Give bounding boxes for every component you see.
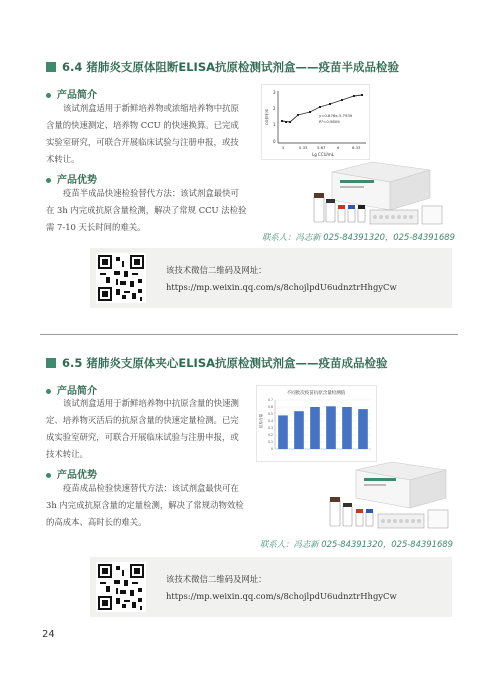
antigen-bar-chart	[257, 386, 376, 461]
y-tick: 0.6	[267, 405, 273, 410]
advantage-heading: 产品优势	[46, 171, 97, 186]
advantage-paragraph: 疫苗半成品快速检验替代方法：该试剂盒最快可 在 3h 内完成抗原含量检测，解决了常规 CCU 法检验 需 7-10 天长时间的难关。	[46, 188, 247, 232]
bullet-icon	[46, 93, 51, 98]
qr-panel	[90, 557, 452, 617]
y-tick: 0.1	[267, 440, 273, 445]
bullet-icon	[46, 389, 51, 394]
bar	[358, 409, 368, 449]
qr-url-link[interactable]: https://mp.weixin.qq.com/s/8chojlpdU6udnztrHhgyCw	[166, 591, 397, 601]
qr-label: 该技术微信二维码及网址：	[166, 574, 267, 584]
qr-caption	[166, 262, 397, 296]
section-divider	[40, 334, 458, 335]
y-tick: 0.7	[267, 398, 273, 403]
qr-label: 该技术微信二维码及网址：	[166, 265, 267, 275]
y-tick: 0.2	[267, 433, 273, 438]
regression-equation: y=0.876x-5.7939	[319, 113, 353, 118]
intro-paragraph: 该试剂盒适用于新鲜培养物或浓缩培养物中抗原 含量的快速测定、培养物 CCU 的快速换算。已完成 实验室研究，可联合开展临床试验与注册申报，或技 术转让。	[46, 103, 239, 164]
qr-code-icon[interactable]	[96, 561, 146, 613]
y-tick: 0.4	[267, 419, 273, 424]
section-title-6-4: 6.4 猪肺炎支原体阻断ELISA抗原检测试剂盒——疫苗半成品检验	[62, 60, 400, 74]
section-marker-icon	[46, 358, 56, 368]
y-tick: 3	[273, 90, 276, 95]
page-number: 24	[42, 629, 55, 640]
bar	[326, 406, 336, 449]
qr-code-icon[interactable]	[96, 252, 146, 304]
standard-curve-chart	[262, 85, 369, 159]
qr-panel	[90, 248, 452, 308]
x-tick: 6.33	[352, 145, 361, 150]
bar	[342, 407, 352, 449]
bar	[294, 411, 304, 449]
y-tick: 0	[270, 447, 273, 452]
bullet-icon	[46, 473, 51, 478]
bullet-icon	[46, 178, 51, 183]
section-title-6-5: 6.5 猪肺炎支原体夹心ELISA抗原检测试剂盒——疫苗成品检验	[62, 356, 388, 370]
x-axis-label: Lg CCU/mL	[312, 152, 335, 157]
y-tick: 1	[273, 122, 276, 127]
intro-heading: 产品简介	[46, 382, 97, 397]
contact-info: 联系人：冯志新 025-84391320，025-84391689	[260, 539, 453, 549]
kit-product-photo	[326, 460, 452, 534]
antigen-bar-figure	[256, 385, 377, 462]
qr-caption	[166, 571, 397, 605]
advantage-paragraph: 疫苗成品检验快速替代方法：该试剂盒最快可在 3h 内完成抗原含量的定量检测，解决了常规动物效检 的高成本、高时长的难关。	[46, 483, 244, 527]
x-tick: 6	[337, 145, 340, 150]
r-squared: R²=0.9809	[319, 119, 340, 124]
y-axis-label: 抗原含量	[259, 414, 263, 428]
y-tick: 0.3	[267, 426, 273, 431]
x-tick: 5	[282, 145, 285, 150]
standard-curve-figure	[261, 84, 370, 160]
y-tick: 0	[273, 139, 276, 144]
y-axis-label: OD抑制率	[265, 109, 269, 125]
section-marker-icon	[46, 62, 56, 72]
intro-heading: 产品简介	[46, 86, 97, 101]
kit-product-photo	[312, 160, 450, 228]
y-tick: 0.5	[267, 412, 273, 417]
contact-info: 联系人：冯志新 025-84391320，025-84391689	[262, 232, 455, 242]
advantage-heading: 产品优势	[46, 466, 97, 481]
qr-url-link[interactable]: https://mp.weixin.qq.com/s/8chojlpdU6udnztrHhgyCw	[166, 282, 397, 292]
y-tick: 2	[273, 106, 276, 111]
intro-paragraph: 该试剂盒适用于新鲜培养物中抗原含量的快速测 定、培养物灭活后的抗原含量的快速定量检测。已完 成实验室研究，可联合开展临床试验与注册申报，或 技术转让。	[46, 398, 239, 459]
chart-title: 不同批次疫苗抗原含量检测值	[286, 391, 346, 396]
bar	[278, 415, 288, 449]
bar	[310, 407, 320, 449]
x-tick: 5.67	[317, 145, 326, 150]
x-tick: 5.33	[299, 145, 308, 150]
